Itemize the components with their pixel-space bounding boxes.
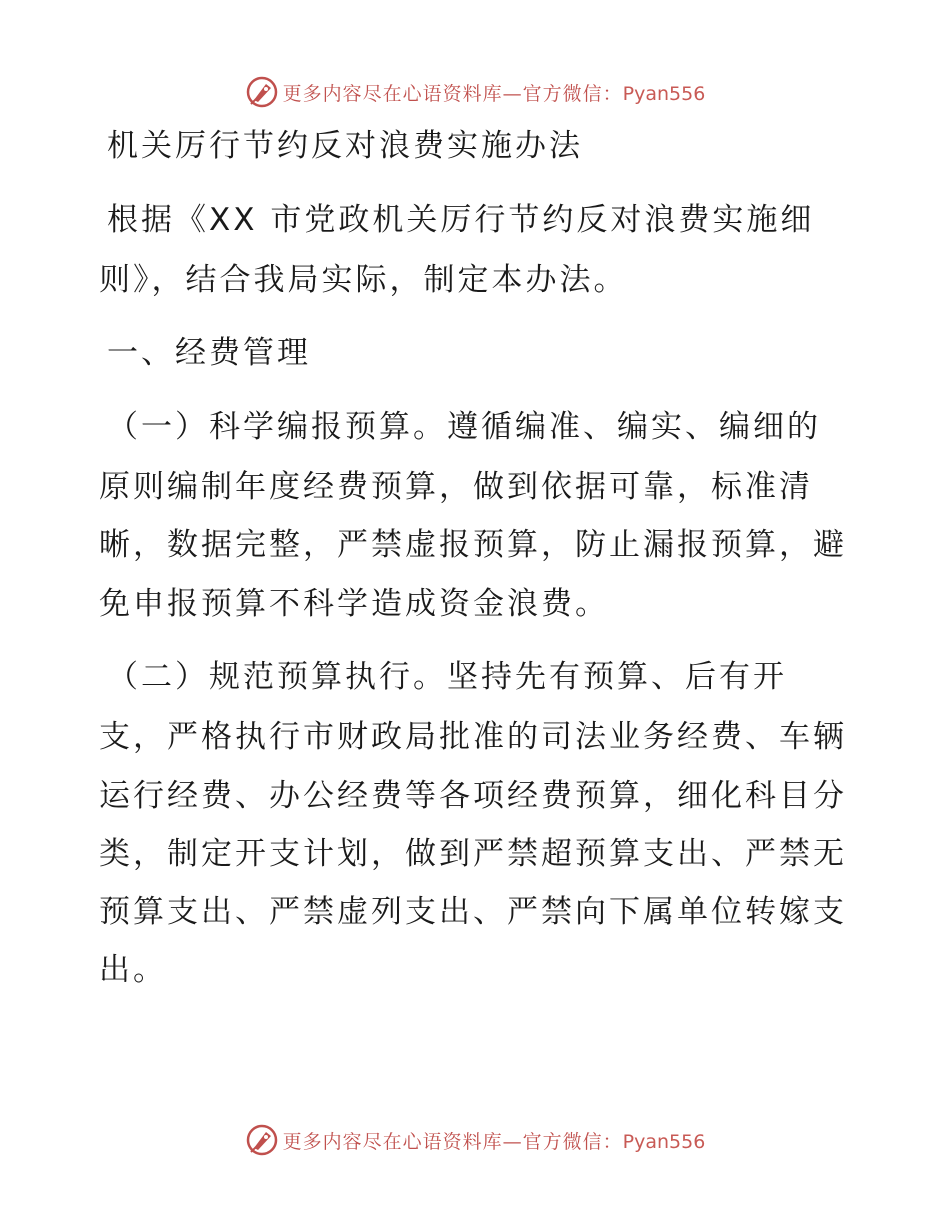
paragraph-2-line-4: 类，制定开支计划，做到严禁超预算支出、严禁无 xyxy=(99,836,847,872)
paragraph-2-line-6: 出。 xyxy=(99,952,167,988)
wechat-id: Pyan556 xyxy=(622,82,706,105)
footer-watermark xyxy=(0,1120,950,1160)
paragraph-1-line-2: 原则编制年度经费预算，做到依据可靠，标准清 xyxy=(99,469,813,505)
section-heading-1: 一、经费管理 xyxy=(107,335,311,371)
paragraph-2-line-3: 运行经费、办公经费等各项经费预算，细化科目分 xyxy=(99,778,847,814)
paragraph-2-line-2: 支，严格执行市财政局批准的司法业务经费、车辆 xyxy=(99,719,847,755)
paragraph-2-line-5: 预算支出、严禁虚列支出、严禁向下属单位转嫁支 xyxy=(99,894,847,930)
wechat-id: Pyan556 xyxy=(622,1130,706,1153)
document-title: 机关厉行节约反对浪费实施办法 xyxy=(107,128,583,164)
watermark-text xyxy=(283,1127,706,1154)
pen-nib-icon xyxy=(245,1123,279,1157)
paragraph-2-line-1: （二）规范预算执行。坚持先有预算、后有开 xyxy=(107,659,787,695)
paragraph-1-line-4: 免申报预算不科学造成资金浪费。 xyxy=(99,586,609,622)
watermark-label: 更多内容尽在心语资料库—官方微信： xyxy=(282,82,623,105)
paragraph-1-line-3: 晰，数据完整，严禁虚报预算，防止漏报预算，避 xyxy=(99,527,847,563)
intro-line-2: 则》，结合我局实际，制定本办法。 xyxy=(99,262,628,298)
watermark-label: 更多内容尽在心语资料库—官方微信： xyxy=(282,1130,623,1153)
intro-line-1: 根据《XX 市党政机关厉行节约反对浪费实施细 xyxy=(107,202,815,238)
pen-nib-icon xyxy=(245,75,279,109)
paragraph-1-line-1: （一）科学编报预算。遵循编准、编实、编细的 xyxy=(107,409,821,445)
header-watermark xyxy=(0,72,950,112)
watermark-text xyxy=(283,79,706,106)
